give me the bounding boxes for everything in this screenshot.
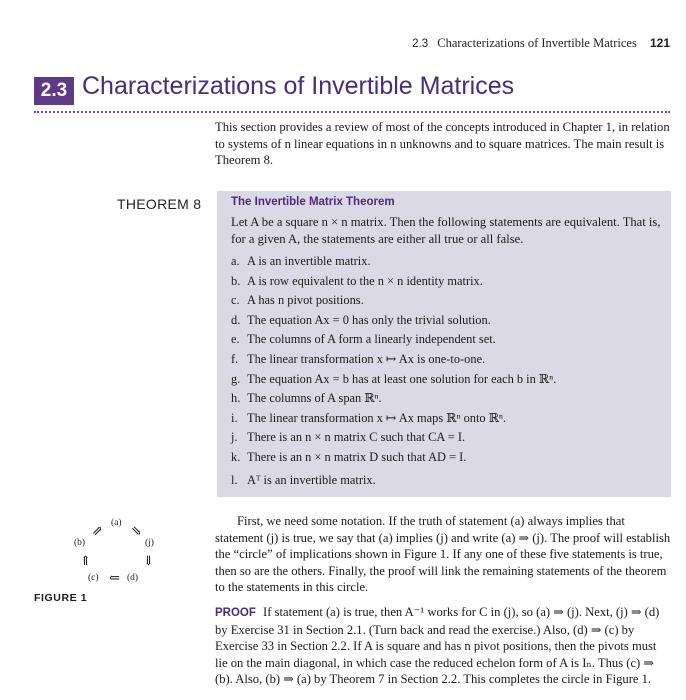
theorem-item <box>231 291 661 311</box>
item-letter: f. <box>231 351 239 366</box>
intro-paragraph: This section provides a review of most of the concepts introduced in Chapter 1, in relation to systems of n linear equations in n unknowns and to square matrices. The main result is Theorem 8. <box>215 120 670 167</box>
section-title: Characterizations of Invertible Matrices <box>82 72 515 100</box>
node-b: (b) <box>74 538 86 548</box>
theorem-item <box>231 272 661 292</box>
item-letter: g. <box>231 371 241 386</box>
running-head-section: 2.3 <box>412 38 429 50</box>
item-text: There is an n × n matrix C such that CA = I. <box>247 430 466 445</box>
item-letter: l. <box>231 472 238 487</box>
item-text: The columns of A form a linearly independent set. <box>247 332 496 347</box>
node-a: (a) <box>111 518 122 528</box>
item-text: The equation Ax = b has at least one solution for each b in ℝⁿ. <box>247 371 557 386</box>
proof-text: If statement (a) is true, then A⁻¹ works for C in (j), so (a) ⇒ (j). Next, (j) ⇒ (d) by Exercise 31 in Section 2.1. (Turn back and read the exercise.) Also, (d) ⇒ (c) by Exercise 33 in Section 2.2. If A is square and has n pivot positions, then the pivots must lie on the main diagonal, in which case the reduced echelon form of A is Iₙ. Thus (c) ⇒ (b). Also, (b) ⇒ (a) by Theorem 7 in Section 2.2. This completes the circle in Figure 1. <box>215 605 660 686</box>
item-text: The linear transformation x ↦ Ax maps ℝⁿ onto ℝⁿ. <box>247 410 507 425</box>
arrow-c-to-b-icon: ⇑ <box>80 553 91 568</box>
item-letter: e. <box>231 332 240 347</box>
theorem-list <box>231 252 661 490</box>
arrow-a-to-j-icon: ⇘ <box>131 523 142 538</box>
item-text: A is an invertible matrix. <box>247 254 371 268</box>
running-head-title: Characterizations of Invertible Matrices <box>437 36 637 50</box>
theorem-item <box>231 471 661 491</box>
item-letter: i. <box>231 410 238 425</box>
running-head <box>412 36 670 51</box>
item-text: A has n pivot positions. <box>247 293 364 308</box>
arrow-j-to-d-icon: ⇓ <box>143 553 154 568</box>
theorem-item <box>231 389 661 409</box>
item-text: The columns of A span ℝⁿ. <box>247 391 382 406</box>
proof-paragraph <box>215 604 671 688</box>
theorem-item <box>231 370 661 390</box>
page-number: 121 <box>649 36 670 50</box>
implication-diagram <box>74 514 180 590</box>
theorem-title: The Invertible Matrix Theorem <box>231 196 395 208</box>
item-letter: k. <box>231 449 241 464</box>
theorem-item <box>231 330 661 350</box>
arrow-d-to-c-icon: ⇐ <box>109 570 120 585</box>
notation-paragraph: First, we need some notation. If the truth of statement (a) always implies that statement (j) is true, we say that (a) implies (j) and write (a) ⇒ (j). The proof will establish the “circle” of implications shown in Figure 1. If any one of these five statements is true, then so are the others. Finally, the proof will link the remaining statements of the theorem to the statements in this circle. <box>215 514 671 594</box>
item-letter: h. <box>231 391 241 406</box>
item-letter: d. <box>231 312 241 327</box>
theorem-item <box>231 252 661 272</box>
theorem-item <box>231 448 661 468</box>
theorem-label: THEOREM 8 <box>117 196 202 212</box>
item-text: A is row equivalent to the n × n identity matrix. <box>247 273 483 288</box>
arrow-b-to-a-icon: ⇗ <box>92 523 103 538</box>
theorem-item <box>231 428 661 448</box>
section-number-badge: 2.3 <box>34 77 74 105</box>
item-text: The equation Ax = 0 has only the trivial solution. <box>247 312 491 327</box>
theorem-item <box>231 311 661 331</box>
node-j: (j) <box>145 538 154 548</box>
item-letter: b. <box>231 273 241 288</box>
item-letter: c. <box>231 293 240 308</box>
theorem-item <box>231 409 661 429</box>
item-letter: a. <box>231 254 240 268</box>
section-divider <box>34 111 670 113</box>
item-text: There is an n × n matrix D such that AD = I. <box>247 449 467 464</box>
item-text: The linear transformation x ↦ Ax is one-to-one. <box>247 351 486 366</box>
theorem-statement: Let A be a square n × n matrix. Then the following statements are equivalent. That is, for a given A, the statements are either all true or all false. <box>231 215 661 246</box>
node-d: (d) <box>127 573 139 583</box>
item-letter: j. <box>231 430 238 445</box>
node-c: (c) <box>88 573 99 583</box>
figure-label: FIGURE 1 <box>34 592 88 604</box>
proof-label: PROOF <box>215 607 256 619</box>
theorem-item <box>231 350 661 370</box>
item-text: Aᵀ is an invertible matrix. <box>247 472 376 487</box>
